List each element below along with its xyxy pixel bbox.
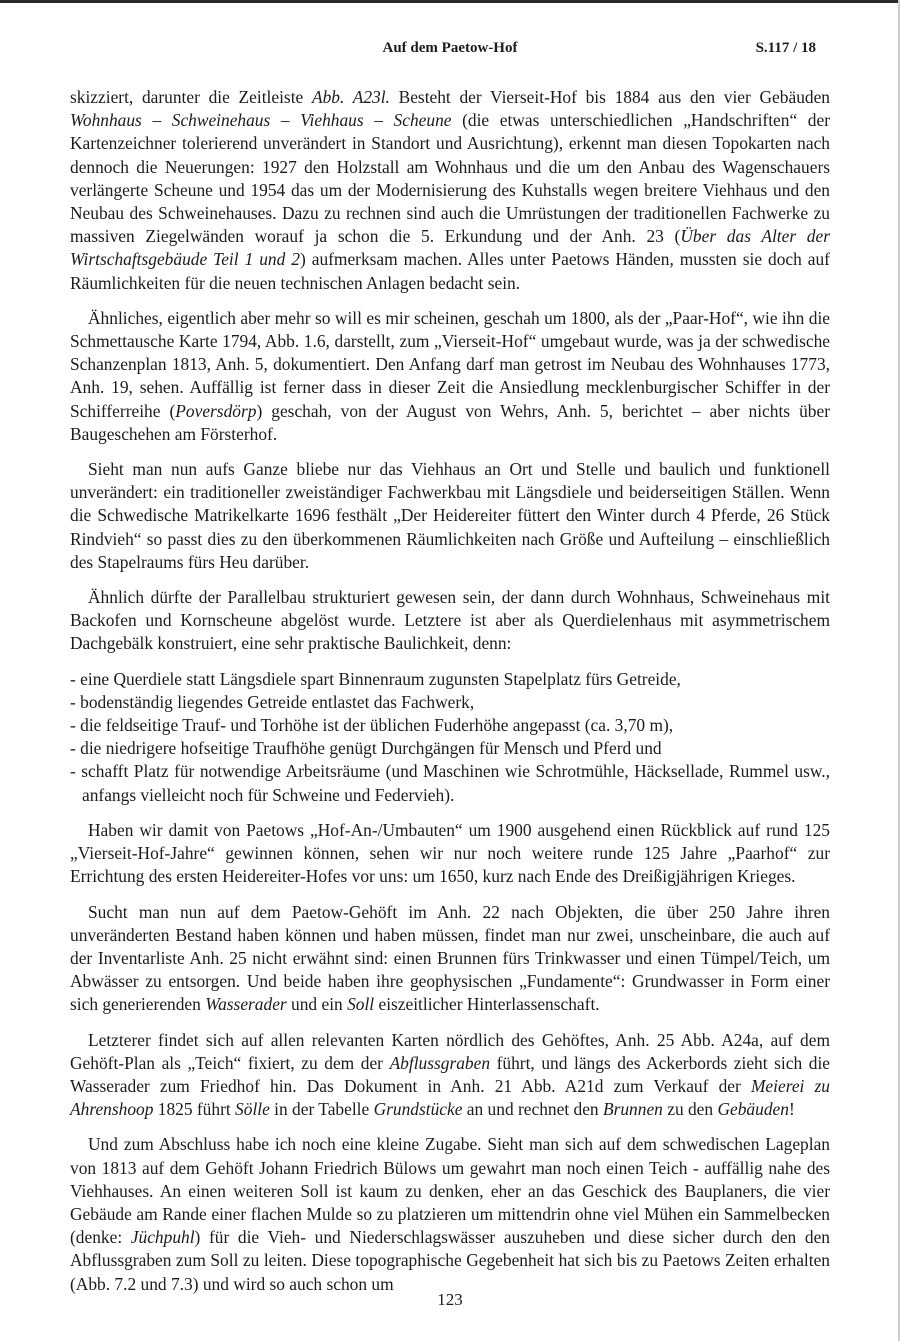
text-run: Letzterer findet sich auf allen relevanten Karten nördlich des Gehöftes, Anh. 25 Abb. A24a, auf dem Gehöft-Plan als „Teich“ fixiert, zu dem der xyxy=(70,1029,830,1073)
italic-run: Soll xyxy=(347,994,375,1015)
text-run: ) aufmerksam machen. Alles unter Paetows Händen, mussten sie doch auf Räumlichkeiten für die neuen technischen Anlagen bedacht sein. xyxy=(70,249,830,293)
paragraph xyxy=(70,901,830,1017)
text-run: Haben wir damit von Paetows „Hof-An-/Umbauten“ um 1900 ausgehend einen Rückblick auf rund 125 „Vierseit-Hof-Jahre“ gewinnen können, sehen wir nur noch weitere runde 125 Jahre „Paarhof“ zur Errichtung des ersten Heidereiter-Hofes vor uns: um 1650, kurz nach Ende des Dreißigjährigen Krieges. xyxy=(70,819,830,887)
list-item: - eine Querdiele statt Längsdiele spart Binnenraum zugunsten Stapelplatz fürs Getreide, xyxy=(70,668,681,689)
paragraphs-part-1 xyxy=(70,86,830,656)
list-item: - die niedrigere hofseitige Traufhöhe genügt Durchgängen für Mensch und Pferd und xyxy=(70,738,662,759)
page-body xyxy=(70,86,830,1308)
text-run: Sucht man nun auf dem Paetow-Gehöft im Anh. 22 nach Objekten, die über 250 Jahre ihren unveränderten Bestand haben können und haben müssen, findet man nur zwei, unscheinbare, die auch auf der Inventarliste Anh. 25 nicht erwähnt sind: einen Brunnen fürs Trinkwasser und einen Tümpel/Teich, um Abwässer zu entsorgen. Und beide haben ihre geophysischen „Fundamente“: Grundwasser in Form einer sich generierenden xyxy=(70,901,830,1015)
text-run: (die etwas unterschiedlichen „Handschriften“ der Kartenzeichner tolerierend unverändert in Standort und Ausrichtung), erkennt man diesen Topokarten nach dennoch die Neuerungen: 1927 den Holzstall am Wohnhaus und die um den Anbau des Wagenschauers verlängerte Scheune und 1954 das um der Modernisierung des Kuhstalls wegen breitere Viehhaus und den Neubau des Schweinehauses. Dazu zu rechnen sind auch die Umrüstungen der traditionellen Fachwerke zu massiven Ziegelwänden worauf ja schon die 5. Erkundung und der Anh. 23 ( xyxy=(70,110,830,247)
text-run: und ein xyxy=(286,994,348,1015)
text-run: Und zum Abschluss habe ich noch eine kleine Zugabe. Sieht man sich auf dem schwedischen Lageplan von 1813 auf dem Gehöft Johann Friedrich Bülows um gewahrt man noch einen Teich - auffällig nahe des Viehhauses. An einen weiteren Soll ist kaum zu denken, eher an das Geschick des Bauplaners, die vier Gebäude am Rande einer flachen Mulde so zu platzieren um mittendrin ohne viel Mühen ein Sammelbecken (denke: xyxy=(70,1134,830,1248)
text-run: ) geschah, von der August von Wehrs, Anh. 5, berichtet – aber nichts über Baugeschehen am Försterhof. xyxy=(70,400,830,444)
italic-run: Über das Alter der Wirtschaftsgebäude Teil 1 und 2 xyxy=(70,226,830,270)
text-run: Sieht man nun aufs Ganze bliebe nur das Viehhaus an Ort und Stelle und baulich und funktionell unverändert: ein traditioneller zweiständiger Fachwerkbau mit Längsdiele und beiderseitigen Ställen. Wenn die Schwedische Matrikelkarte 1696 festhält „Der Heidereiter füttert den Winter durch 4 Pferde, 26 Stück Rindvieh“ so passt dies zu den überkommenen Räumlichkeiten nach Größe und Aufteilung – einschließlich des Stapelraums fürs Heu darüber. xyxy=(70,459,830,572)
list-item: - bodenständig liegendes Getreide entlastet das Fachwerk, xyxy=(70,691,475,712)
paragraph xyxy=(70,307,830,446)
italic-run: Abflussgraben xyxy=(389,1052,491,1073)
italic-run: Poversdörp xyxy=(175,400,257,421)
paragraph xyxy=(70,586,830,656)
text-run: eiszeitlicher Hinterlassenschaft. xyxy=(374,994,600,1015)
italic-run: Brunnen xyxy=(602,1099,663,1120)
bullet-list xyxy=(70,668,830,807)
text-run: Ähnlich dürfte der Parallelbau strukturiert gewesen sein, der dann durch Wohnhaus, Schweinehaus mit Backofen und Kornscheune abgelöst wurde. Letztere ist aber als Querdielenhaus mit asymmetrischem Dachgebälk konstruiert, eine sehr praktische Baulichkeit, denn: xyxy=(70,587,830,654)
italic-run: Gebäuden xyxy=(717,1099,789,1120)
text-run: ! xyxy=(788,1099,795,1120)
paragraph xyxy=(70,458,830,574)
text-run: Besteht der Vierseit-Hof bis 1884 aus den vier Gebäuden xyxy=(389,87,830,107)
list-item: - schafft Platz für notwendige Arbeitsräume (und Maschinen wie Schrotmühle, Häcksellade, Rummel usw., anfangs vielleicht noch für Schweine und Federvieh). xyxy=(70,761,830,805)
text-run: ) für die Vieh- und Niederschlagswässer auszuheben und diese sicher durch den den Abflussgraben zum Soll zu leiten. Diese topographische Gegebenheit hat sich bis zu Paetows Zeiten erhalten (Abb. 7.2 und 7.3) und wird so auch schon um xyxy=(70,1227,830,1294)
italic-run: Wasserader xyxy=(205,994,287,1015)
italic-run: Abb. A23l. xyxy=(311,87,390,107)
running-header xyxy=(70,40,830,62)
paragraph xyxy=(70,1133,830,1295)
paragraph xyxy=(70,86,830,295)
section-reference: S.117 / 18 xyxy=(755,40,816,56)
italic-run: Grundstücke xyxy=(373,1099,463,1120)
italic-run: Wohnhaus – Schweinehaus – Viehhaus – Scheune xyxy=(70,110,452,131)
text-run: zu den xyxy=(662,1099,718,1120)
paragraphs-part-2 xyxy=(70,819,830,1296)
text-run: führt, und längs des Ackerbords zieht sich die Wasserader zum Friedhof hin. Das Dokument in Anh. 21 Abb. A21d zum Verkauf der xyxy=(70,1052,830,1096)
italic-run: Jüchpuhl xyxy=(130,1227,195,1248)
paragraph xyxy=(70,1029,830,1122)
top-border-line xyxy=(0,0,900,3)
text-run: an und rechnet den xyxy=(462,1099,603,1120)
text-run: 1825 führt xyxy=(153,1099,236,1120)
running-title: Auf dem Paetow-Hof xyxy=(382,40,518,56)
paragraph xyxy=(70,819,830,889)
italic-run: Meierei zu Ahrenshoop xyxy=(70,1075,830,1120)
page-number: 123 xyxy=(437,1290,463,1309)
text-run: skizziert, darunter die Zeitleiste xyxy=(70,87,312,107)
text-run: Ähnliches, eigentlich aber mehr so will es mir scheinen, geschah um 1800, als der „Paar-Hof“, wie ihn die Schmettausche Karte 1794, Abb. 1.6, darstellt, zum „Vierseit-Hof“ umgebaut wurde, was ja der schwedische Schanzenplan 1813, Anh. 5, dokumentiert. Den Anfang darf man getrost im Neubau des Wohnhauses 1773, Anh. 19, sehen. Auffällig ist ferner dass in dieser Zeit die Ansiedlung mecklenburgischer Schiffer in der Schifferreihe ( xyxy=(70,307,830,421)
text-run: in der Tabelle xyxy=(269,1099,374,1120)
italic-run: Sölle xyxy=(235,1099,270,1120)
list-item: - die feldseitige Trauf- und Torhöhe ist der üblichen Fuderhöhe angepasst (ca. 3,70 m), xyxy=(70,715,674,736)
